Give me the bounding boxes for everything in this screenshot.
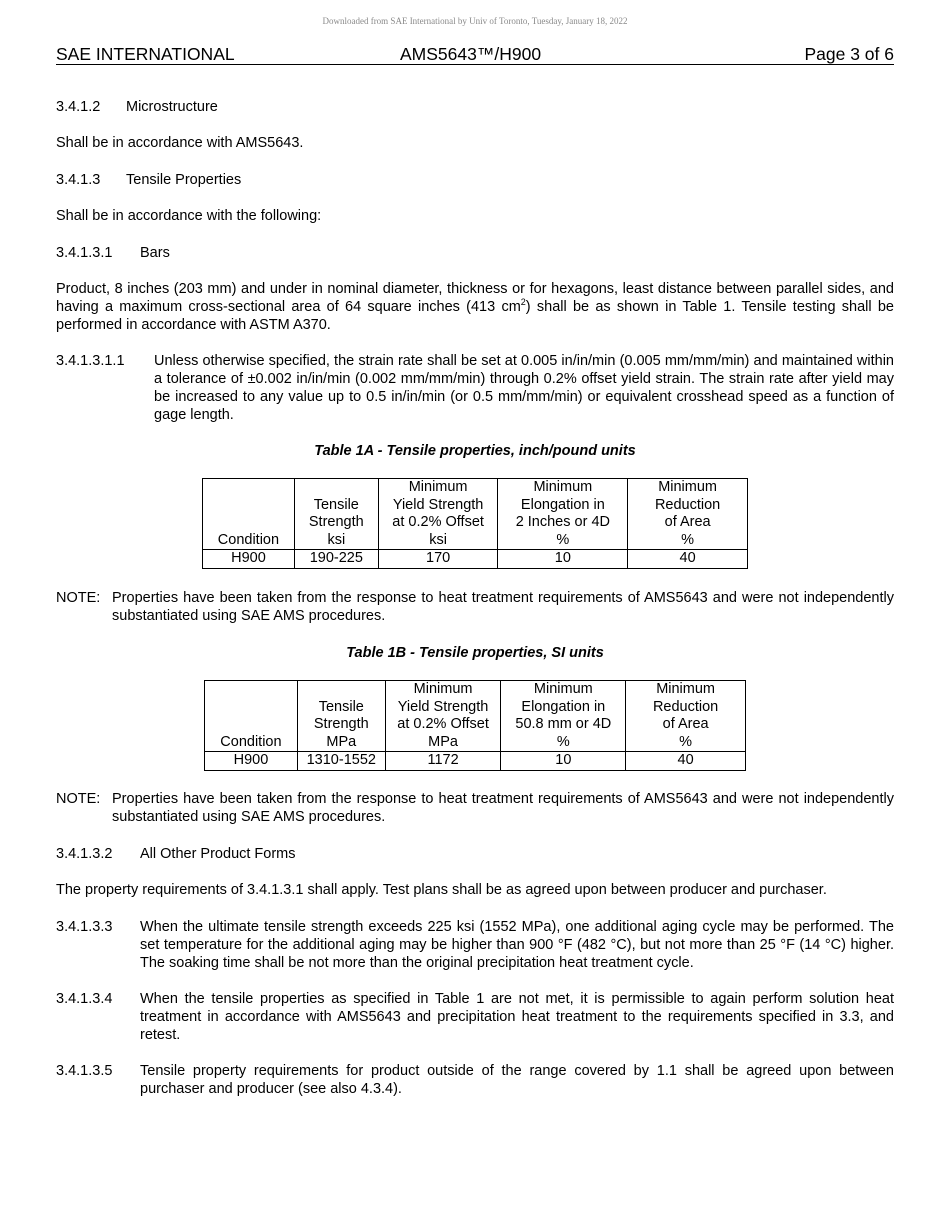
- header-yield-strength: Minimum Yield Strength at 0.2% Offset MPa: [385, 681, 501, 752]
- section-text: Unless otherwise specified, the strain rate shall be set at 0.005 in/in/min (0.005 mm/mm/min) and maintained within a tolerance of ±0.002 in/in/min (0.002 mm/mm/min) through 0.2% offset yield strain. The strain rate after yield may be increased to any value up to 0.5 in/in/min (or 0.5 mm/mm/min) or equivalent crosshead speed as a function of gage length.: [154, 353, 894, 423]
- table-1a: [202, 478, 748, 569]
- table-row: [203, 550, 748, 569]
- header-page-number: Page 3 of 6: [804, 44, 894, 64]
- superscript: 2: [520, 297, 526, 308]
- section-title: Bars: [140, 245, 170, 261]
- cell-reduction-of-area: 40: [628, 550, 748, 569]
- note-text: Properties have been taken from the response to heat treatment requirements of AMS5643 and were not independently substantiated using SAE AMS procedures.: [112, 791, 894, 825]
- header-yield-strength: Minimum Yield Strength at 0.2% Offset ksi: [378, 479, 498, 550]
- cell-condition: H900: [205, 752, 298, 771]
- section-title: Microstructure: [126, 99, 218, 115]
- page-header: [56, 44, 894, 65]
- table-header-row: [203, 479, 748, 550]
- cell-elongation: 10: [498, 550, 628, 569]
- section-number: 3.4.1.2: [56, 99, 101, 115]
- cell-condition: H900: [203, 550, 295, 569]
- header-elongation: Minimum Elongation in 50.8 mm or 4D %: [501, 681, 626, 752]
- section-number: 3.4.1.3.1.1: [56, 353, 125, 369]
- section-title: All Other Product Forms: [140, 846, 296, 862]
- note-label: NOTE:: [56, 590, 101, 606]
- section-heading-tensile-properties: [56, 171, 894, 189]
- paragraph-tensile-properties: Shall be in accordance with the following:: [56, 208, 322, 224]
- section-additional-aging: [56, 918, 894, 972]
- section-text: Tensile property requirements for product outside of the range covered by 1.1 shall be agreed upon between purchaser and producer (see also 4.3.4).: [140, 1063, 894, 1097]
- section-heading-other-product-forms: [56, 845, 894, 863]
- header-doc-id: AMS5643™/H900: [400, 44, 542, 64]
- section-number: 3.4.1.3: [56, 172, 101, 188]
- cell-elongation: 10: [501, 752, 626, 771]
- section-number: 3.4.1.3.1: [56, 245, 113, 261]
- header-condition: Condition: [205, 681, 298, 752]
- section-heading-microstructure: [56, 98, 894, 116]
- note-table-1a: [56, 589, 894, 625]
- bars-text-part-2: ) shall be as shown in Table 1. Tensile testing shall be performed in accordance with ASTM A370.: [56, 299, 894, 333]
- section-text: When the tensile properties as specified in Table 1 are not met, it is permissible to again perform solution heat treatment in accordance with AMS5643 and precipitation heat treatment to the requirements specified in 3.3, and retest.: [140, 991, 894, 1043]
- note-label: NOTE:: [56, 791, 101, 807]
- paragraph-other-product-forms: The property requirements of 3.4.1.3.1 shall apply. Test plans shall be as agreed upon between producer and purchaser.: [56, 882, 827, 898]
- header-reduction-of-area: Minimum Reduction of Area %: [628, 479, 748, 550]
- table-1b-caption: Table 1B - Tensile properties, SI units: [346, 645, 604, 661]
- paragraph-microstructure: Shall be in accordance with AMS5643.: [56, 135, 304, 151]
- table-1b: [204, 680, 746, 771]
- section-strain-rate: [56, 352, 894, 424]
- section-number: 3.4.1.3.4: [56, 991, 113, 1007]
- section-number: 3.4.1.3.5: [56, 1063, 113, 1079]
- cell-reduction-of-area: 40: [626, 752, 746, 771]
- section-outside-range: [56, 1062, 894, 1098]
- table-header-row: [205, 681, 746, 752]
- cell-tensile-strength: 1310-1552: [297, 752, 385, 771]
- note-text: Properties have been taken from the response to heat treatment requirements of AMS5643 and were not independently substantiated using SAE AMS procedures.: [112, 590, 894, 624]
- note-table-1b: [56, 790, 894, 826]
- section-heading-bars: [56, 244, 894, 262]
- table-1a-caption: Table 1A - Tensile properties, inch/pound units: [314, 443, 636, 459]
- header-elongation: Minimum Elongation in 2 Inches or 4D %: [498, 479, 628, 550]
- cell-yield-strength: 170: [378, 550, 498, 569]
- section-retest: [56, 990, 894, 1044]
- cell-yield-strength: 1172: [385, 752, 501, 771]
- section-title: Tensile Properties: [126, 172, 242, 188]
- header-reduction-of-area: Minimum Reduction of Area %: [626, 681, 746, 752]
- table-row: [205, 752, 746, 771]
- cell-tensile-strength: 190-225: [294, 550, 378, 569]
- bars-text-part-1: Product, 8 inches (203 mm) and under in nominal diameter, thickness or for hexagons, least distance between parallel sides, and having a maximum cross-sectional area of 64 square inches (413 cm: [56, 281, 894, 315]
- section-number: 3.4.1.3.2: [56, 846, 113, 862]
- paragraph-bars: [56, 280, 894, 334]
- section-number: 3.4.1.3.3: [56, 919, 113, 935]
- header-org: SAE INTERNATIONAL: [56, 44, 235, 64]
- section-text: When the ultimate tensile strength exceeds 225 ksi (1552 MPa), one additional aging cycle may be performed. The set temperature for the additional aging may be higher than 900 °F (482 °C), but not more than 25 °F (14 °C) higher. The soaking time shall be not more than the original precipitation heat treatment cycle.: [140, 919, 894, 971]
- header-condition: Condition: [203, 479, 295, 550]
- download-watermark: Downloaded from SAE International by Univ of Toronto, Tuesday, January 18, 2022: [322, 16, 628, 26]
- header-tensile-strength: Tensile Strength MPa: [297, 681, 385, 752]
- header-tensile-strength: Tensile Strength ksi: [294, 479, 378, 550]
